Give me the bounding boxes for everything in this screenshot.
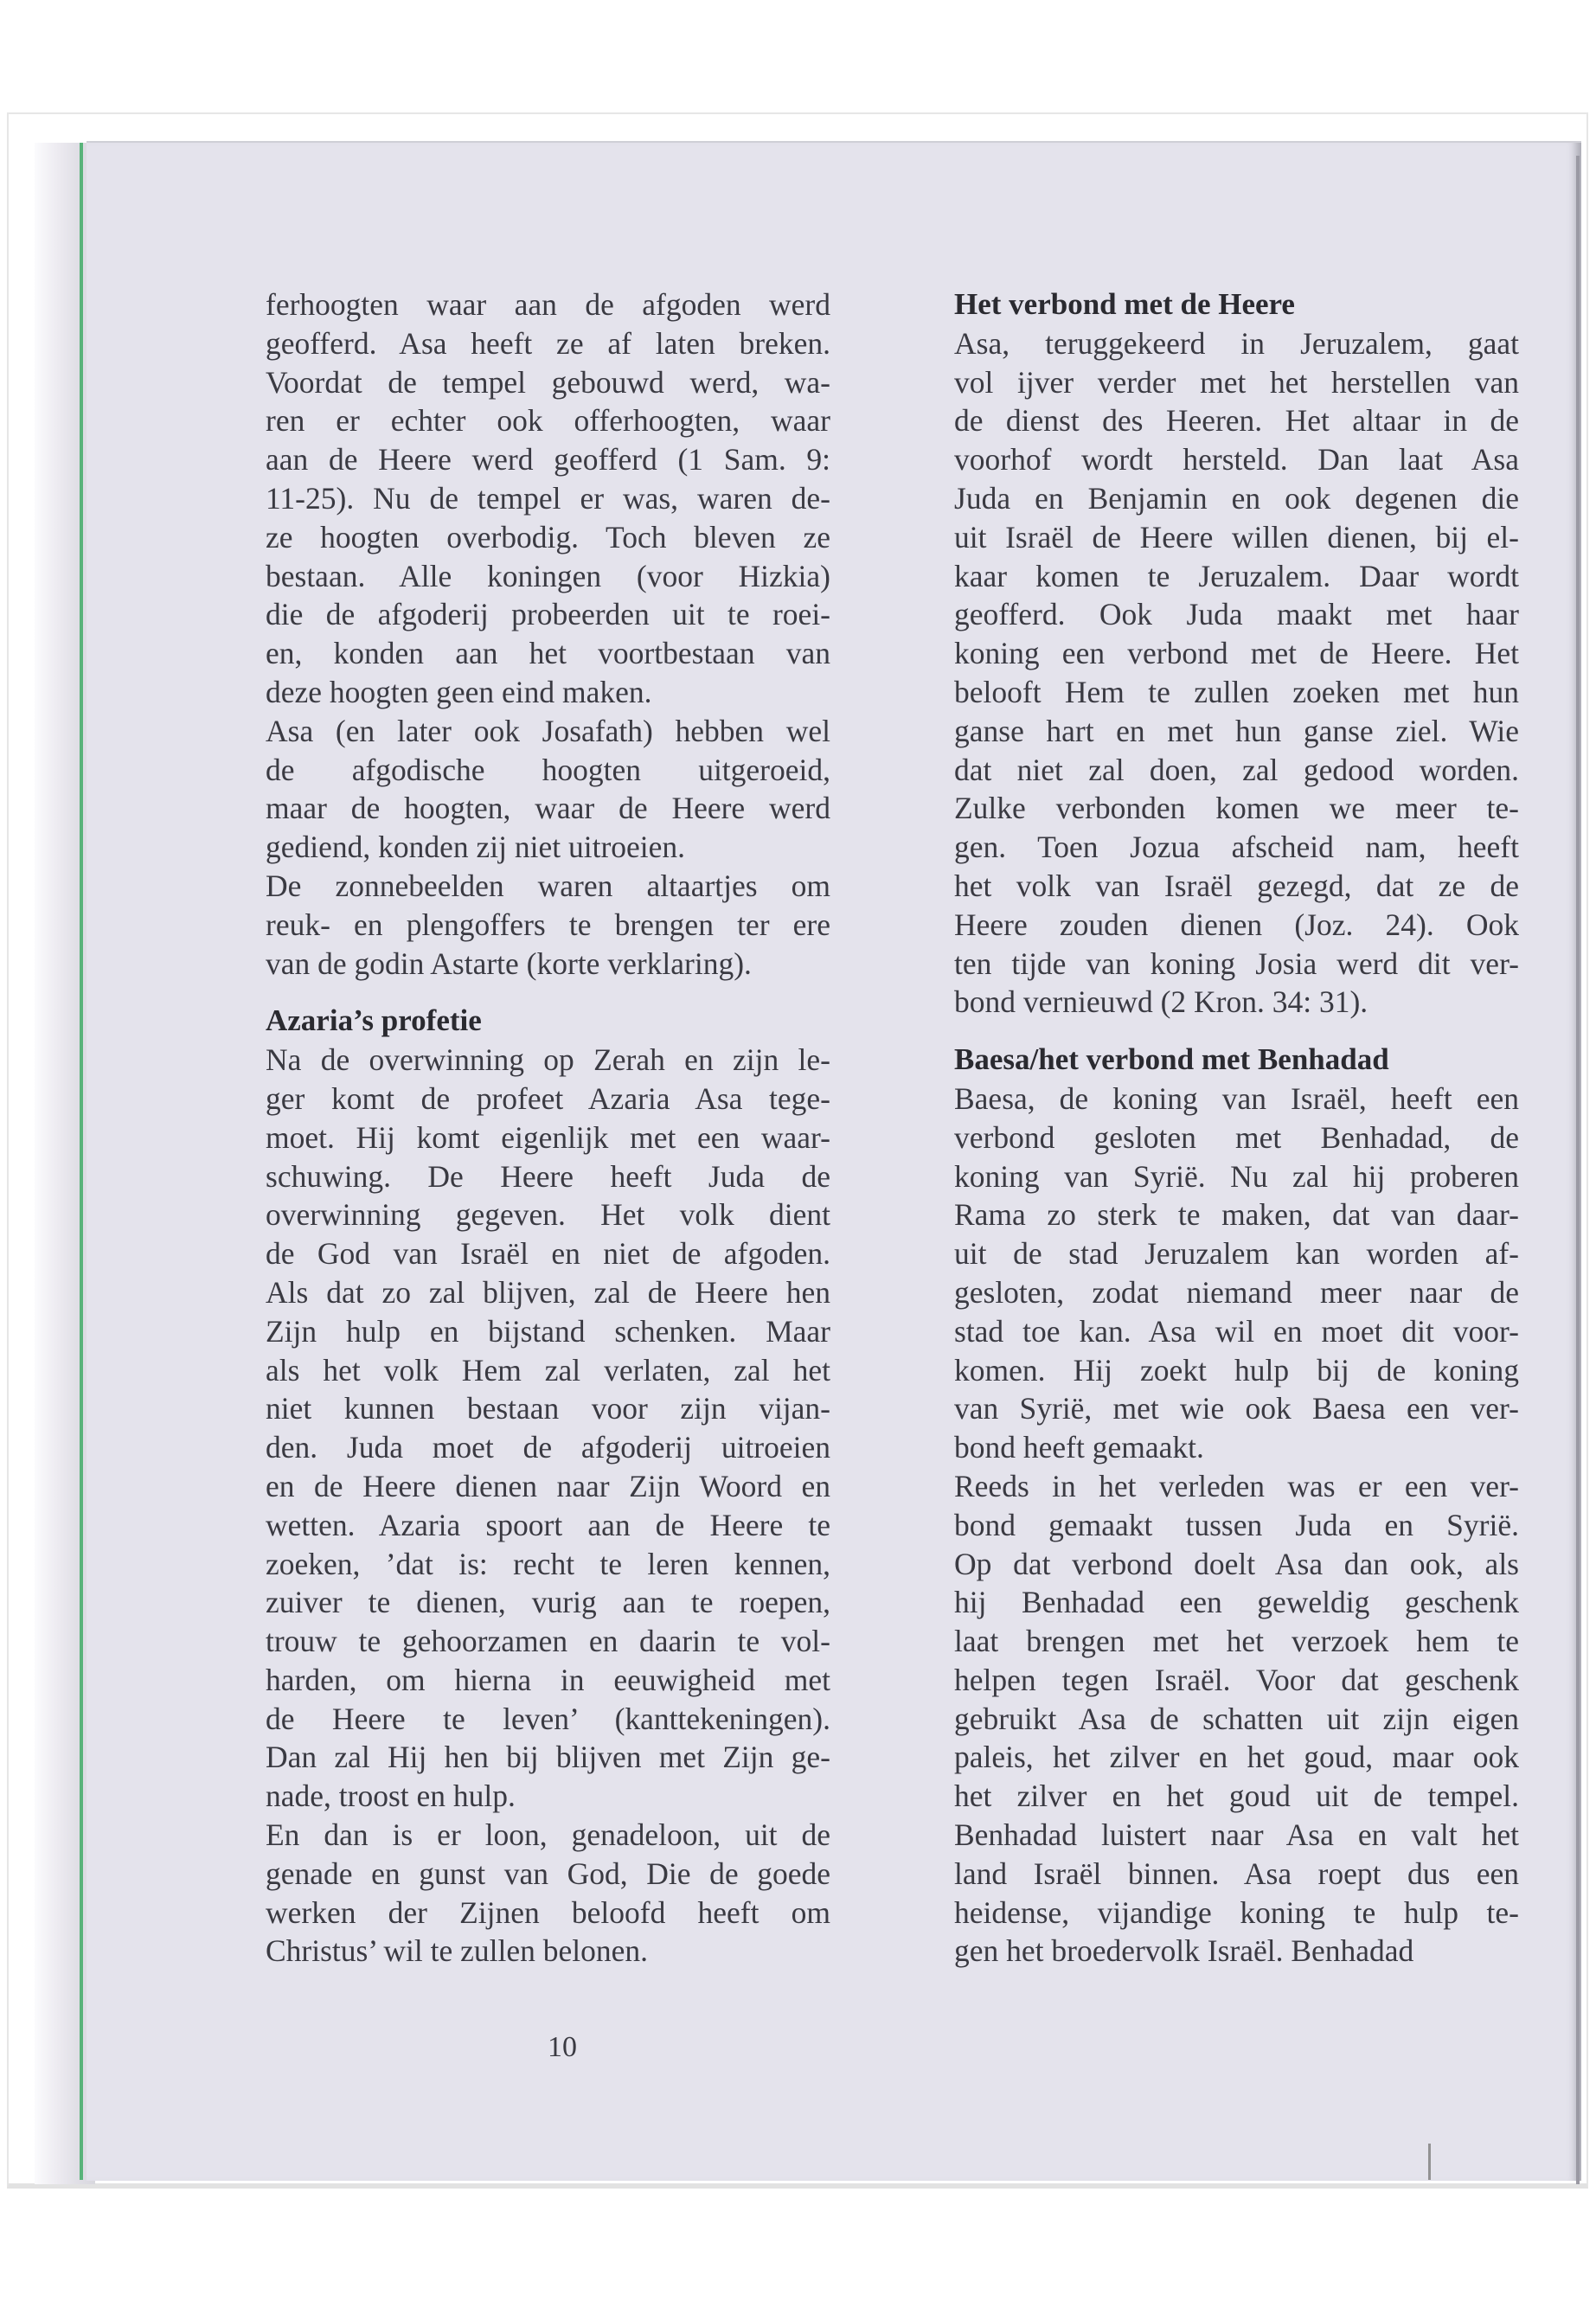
text-line: gen. Toen Jozua afscheid nam, heeft (954, 830, 1519, 865)
paragraph (954, 1080, 1519, 1467)
text-line: moet. Hij komt eigenlijk met een waar- (266, 1119, 830, 1155)
text-line: zoeken, ’dat is: recht te leren kennen, (266, 1546, 830, 1581)
text-line: En dan is er loon, genadeloon, uit de (266, 1817, 830, 1853)
page-number: 10 (548, 2031, 577, 2063)
text-line: Zijn hulp en bijstand schenken. Maar (266, 1313, 830, 1349)
text-line: verbond gesloten met Benhadad, de (954, 1119, 1519, 1155)
text-line: bond heeft gemaakt. (954, 1430, 1204, 1465)
text-line: den. Juda moet de afgoderij uitroeien (266, 1430, 830, 1465)
right-column (954, 285, 1519, 1971)
text-line: ren er echter ook offerhoogten, waar (266, 403, 830, 439)
text-line: bond vernieuwd (2 Kron. 34: 31). (954, 984, 1368, 1020)
text-line: de dienst des Heeren. Het altaar in de (954, 403, 1519, 439)
text-line: Benhadad luistert naar Asa en valt het (954, 1817, 1519, 1853)
text-line: Reeds in het verleden was er een ver- (954, 1468, 1519, 1503)
text-line: nade, troost en hulp. (266, 1779, 516, 1814)
text-line: en, konden aan het voortbestaan van (266, 636, 830, 671)
text-line: gesloten, zodat niemand meer naar de (954, 1274, 1519, 1310)
section-gap (266, 983, 830, 1002)
text-line: schuwing. De Heere heeft Juda de (266, 1158, 830, 1194)
paragraph (954, 1467, 1519, 1971)
text-line: de God van Israël en niet de afgoden. (266, 1236, 830, 1272)
text-line: De zonnebeelden waren altaartjes om (266, 868, 830, 903)
section-heading-baesa: Baesa/het verbond met Benhadad (954, 1042, 1389, 1077)
text-line: gen het broedervolk Israël. Benhadad (954, 1933, 1414, 1969)
text-line: bond gemaakt tussen Juda en Syrië. (954, 1507, 1519, 1542)
text-line: trouw te gehoorzamen en daarin te vol- (266, 1624, 830, 1659)
text-line: Na de overwinning op Zerah en zijn le- (266, 1042, 830, 1078)
text-line: uit de stad Jeruzalem kan worden af- (954, 1236, 1519, 1272)
text-line: belooft Hem te zullen zoeken met hun (954, 674, 1519, 709)
text-line: van de godin Astarte (korte verklaring). (266, 945, 752, 981)
text-line: die de afgoderij probeerden uit te roei- (266, 597, 830, 632)
text-line: geofferd. Asa heeft ze af laten breken. (266, 325, 830, 361)
paragraph (954, 324, 1519, 1022)
text-line: voorhof wordt hersteld. Dan laat Asa (954, 442, 1519, 478)
text-line: deze hoogten geen eind maken. (266, 674, 652, 709)
text-line: reuk- en plengoffers te brengen ter ere (266, 907, 830, 942)
text-line: de afgodische hoogten uitgeroeid, (266, 752, 830, 787)
text-line: laat brengen met het verzoek hem te (954, 1624, 1519, 1659)
text-line: genade en gunst van God, Die de goede (266, 1856, 830, 1891)
text-line: Asa, teruggekeerd in Jeruzalem, gaat (954, 325, 1519, 361)
text-line: dat niet zal doen, zal gedood worden. (954, 752, 1519, 787)
text-line: gediend, konden zij niet uitroeien. (266, 830, 686, 865)
text-line: komen. Hij zoekt hulp bij de koning (954, 1352, 1519, 1388)
text-line: hij Benhadad een geweldig geschenk (954, 1585, 1519, 1620)
text-line: ten tijde van koning Josia werd dit ver- (954, 945, 1519, 981)
text-line: overwinning gegeven. Het volk dient (266, 1197, 830, 1233)
text-line: land Israël binnen. Asa roept dus een (954, 1856, 1519, 1891)
text-line: de Heere te leven’ (kanttekeningen). (266, 1701, 830, 1736)
text-line: ferhoogten waar aan de afgoden werd (266, 287, 830, 322)
text-line: kaar komen te Jeruzalem. Daar wordt (954, 558, 1519, 593)
text-line: geofferd. Ook Juda maakt met haar (954, 597, 1519, 632)
text-line: Als dat zo zal blijven, zal de Heere hen (266, 1274, 830, 1310)
scan-margin-mark (1428, 2144, 1431, 2180)
text-line: Baesa, de koning van Israël, heeft een (954, 1080, 1519, 1116)
text-line: zuiver te dienen, vurig aan te roepen, (266, 1585, 830, 1620)
text-line: niet kunnen bestaan voor zijn vijan- (266, 1391, 830, 1426)
text-line: koning van Syrië. Nu zal hij proberen (954, 1158, 1519, 1194)
text-line: Juda en Benjamin en ook degenen die (954, 480, 1519, 516)
left-column (266, 285, 830, 1971)
paragraph (266, 712, 830, 867)
text-line: Op dat verbond doelt Asa dan ook, als (954, 1546, 1519, 1581)
text-line: stad toe kan. Asa wil en moet dit voor- (954, 1313, 1519, 1349)
text-line: Asa (en later ook Josafath) hebben wel (266, 713, 830, 748)
text-line: ger komt de profeet Azaria Asa tege- (266, 1080, 830, 1116)
text-line: maar de hoogten, waar de Heere werd (266, 791, 830, 826)
text-line: 11-25). Nu de tempel er was, waren de- (266, 480, 830, 516)
text-line: uit Israël de Heere willen dienen, bij el- (954, 519, 1519, 554)
text-line: ze hoogten overbodig. Toch bleven ze (266, 519, 830, 554)
text-line: Dan zal Hij hen bij blijven met Zijn ge- (266, 1740, 830, 1775)
text-line: als het volk Hem zal verlaten, zal het (266, 1352, 830, 1388)
text-line: van Syrië, met wie ook Baesa een ver- (954, 1391, 1519, 1426)
text-line: Christus’ wil te zullen belonen. (266, 1933, 649, 1969)
section-gap (954, 1022, 1519, 1041)
text-line: wetten. Azaria spoort aan de Heere te (266, 1507, 830, 1542)
text-line: Zulke verbonden komen we meer te- (954, 791, 1519, 826)
text-line: ganse hart en met hun ganse ziel. Wie (954, 713, 1519, 748)
text-line: het volk van Israël gezegd, dat ze de (954, 868, 1519, 903)
text-line: en de Heere dienen naar Zijn Woord en (266, 1468, 830, 1503)
paragraph (266, 867, 830, 983)
text-line: Heere zouden dienen (Joz. 24). Ook (954, 907, 1519, 942)
section-heading-azaria: Azaria’s profetie (266, 1003, 482, 1038)
text-line: bestaan. Alle koningen (voor Hizkia) (266, 558, 830, 593)
text-line: aan de Heere werd geofferd (1 Sam. 9: (266, 442, 830, 478)
text-line: werken der Zijnen beloofd heeft om (266, 1894, 830, 1930)
text-line: vol ijver verder met het herstellen van (954, 364, 1519, 400)
text-line: paleis, het zilver en het goud, maar ook (954, 1740, 1519, 1775)
text-line: harden, om hierna in eeuwigheid met (266, 1662, 830, 1697)
paragraph (266, 285, 830, 712)
text-line: Voordat de tempel gebouwd werd, wa- (266, 364, 830, 400)
paragraph (266, 1041, 830, 1816)
green-edge-line (80, 143, 83, 2180)
text-line: helpen tegen Israël. Voor dat geschenk (954, 1662, 1519, 1697)
text-line: koning een verbond met de Heere. Het (954, 636, 1519, 671)
text-line: Rama zo sterk te maken, dat van daar- (954, 1197, 1519, 1233)
text-line: gebruikt Asa de schatten uit zijn eigen (954, 1701, 1519, 1736)
page-right-edge-shadow (1576, 156, 1580, 2184)
text-line: heidense, vijandige koning te hulp te- (954, 1894, 1519, 1930)
text-line: het zilver en het goud uit de tempel. (954, 1779, 1519, 1814)
section-heading-verbond-heere: Het verbond met de Heere (954, 287, 1295, 321)
paragraph (266, 1816, 830, 1971)
